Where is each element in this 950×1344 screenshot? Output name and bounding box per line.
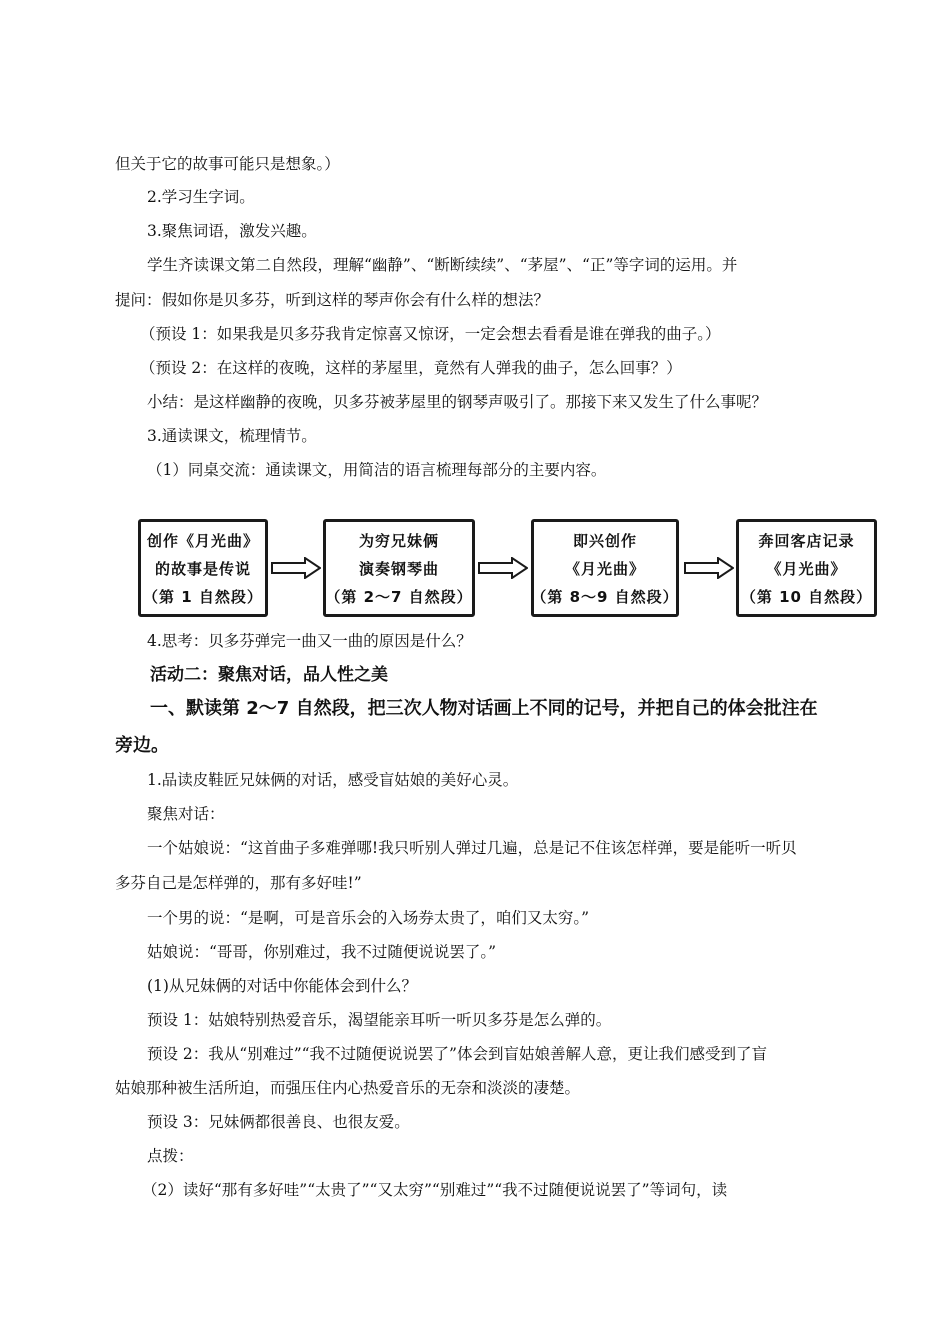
flow-step-4 (736, 519, 877, 617)
paragraph-line: 一个男的说：“是啊，可是音乐会的入场券太贵了，咱们又太穷。” (147, 909, 590, 927)
paragraph-line: （预设 1：如果我是贝多芬我肯定惊喜又惊讶，一定会想去看看是谁在弹我的曲子。） (140, 325, 721, 343)
paragraph-line: 姑娘那种被生活所迫，而强压住内心热爱音乐的无奈和淡淡的凄楚。 (115, 1079, 581, 1097)
flow-step-2 (323, 519, 475, 617)
flow-step-2-line-1: 为穷兄妹俩 (358, 531, 439, 550)
paragraph-line: 3.通读课文，梳理情节。 (147, 427, 317, 445)
section-heading: 活动二：聚焦对话，品人性之美 (150, 665, 388, 685)
paragraph-line: 1.品读皮鞋匠兄妹俩的对话，感受盲姑娘的美好心灵。 (147, 771, 519, 789)
flow-step-1 (138, 519, 268, 617)
paragraph-line: 预设 1：姑娘特别热爱音乐，渴望能亲耳听一听贝多芬是怎么弹的。 (147, 1011, 612, 1029)
flow-step-1-line-1: 创作《月光曲》 (146, 531, 259, 550)
flow-step-4-line-3: （第 10 自然段） (740, 587, 873, 606)
paragraph-line: 2.学习生字词。 (147, 188, 255, 206)
flow-step-3-line-2: 《月光曲》 (564, 559, 645, 578)
flow-step-2-line-3: （第 2～7 自然段） (325, 587, 473, 606)
paragraph-line: 提问：假如你是贝多芬，听到这样的琴声你会有什么样的想法？ (115, 291, 550, 309)
flow-step-3-line-1: 即兴创作 (572, 531, 637, 550)
plot-flowchart (135, 513, 880, 623)
paragraph-line: 预设 2：我从“别难过”“我不过随便说说罢了”体会到盲姑娘善解人意，更让我们感受到了盲 (147, 1045, 767, 1063)
paragraph-line: （预设 2：在这样的夜晚，这样的茅屋里，竟然有人弹我的曲子，怎么回事？） (140, 359, 682, 377)
flow-step-2-line-2: 演奏钢琴曲 (358, 559, 439, 578)
flow-arrow-icon (271, 557, 321, 579)
paragraph-line: (1)从兄妹俩的对话中你能体会到什么？ (147, 977, 417, 995)
paragraph-line: 一个姑娘说：“这首曲子多难弹哪!我只听别人弹过几遍，总是记不住该怎样弹，要是能听一听贝 (147, 839, 797, 857)
paragraph-line: （2）读好“那有多好哇”“太贵了”“又太穷”“别难过”“我不过随便说说罢了”等词句，读 (142, 1181, 728, 1199)
paragraph-line: 预设 3：兄妹俩都很善良、也很友爱。 (147, 1113, 410, 1131)
flow-step-3 (531, 519, 679, 617)
paragraph-line: 3.聚焦词语，激发兴趣。 (147, 222, 317, 240)
flow-step-4-line-2: 《月光曲》 (766, 559, 847, 578)
flow-step-4-line-1: 奔回客店记录 (758, 531, 855, 550)
paragraph-line: 但关于它的故事可能只是想象。） (115, 155, 340, 173)
flow-step-1-line-3: （第 1 自然段） (143, 587, 263, 606)
task-heading: 一、默读第 2～7 自然段，把三次人物对话画上不同的记号，并把自己的体会批注在 (150, 698, 818, 719)
paragraph-line: （1）同桌交流：通读课文，用简洁的语言梳理每部分的主要内容。 (147, 461, 607, 479)
flow-step-3-line-3: （第 8～9 自然段） (531, 587, 679, 606)
paragraph-line: 多芬自己是怎样弹的，那有多好哇!” (115, 874, 362, 892)
paragraph-line: 姑娘说：“哥哥，你别难过，我不过随便说说罢了。” (147, 943, 497, 961)
paragraph-line: 点拨： (147, 1147, 194, 1165)
paragraph-line: 聚焦对话： (147, 805, 225, 823)
task-heading-continued: 旁边。 (115, 735, 169, 756)
paragraph-line: 学生齐读课文第二自然段，理解“幽静”、“断断续续”、“茅屋”、“正”等字词的运用。并 (147, 256, 738, 274)
paragraph-line: 4.思考：贝多芬弹完一曲又一曲的原因是什么？ (147, 632, 472, 650)
paragraph-line: 小结：是这样幽静的夜晚，贝多芬被茅屋里的钢琴声吸引了。那接下来又发生了什么事呢？ (147, 393, 768, 411)
flow-arrow-icon (478, 557, 528, 579)
flow-step-1-line-2: 的故事是传说 (154, 559, 251, 578)
flow-arrow-icon (684, 557, 734, 579)
